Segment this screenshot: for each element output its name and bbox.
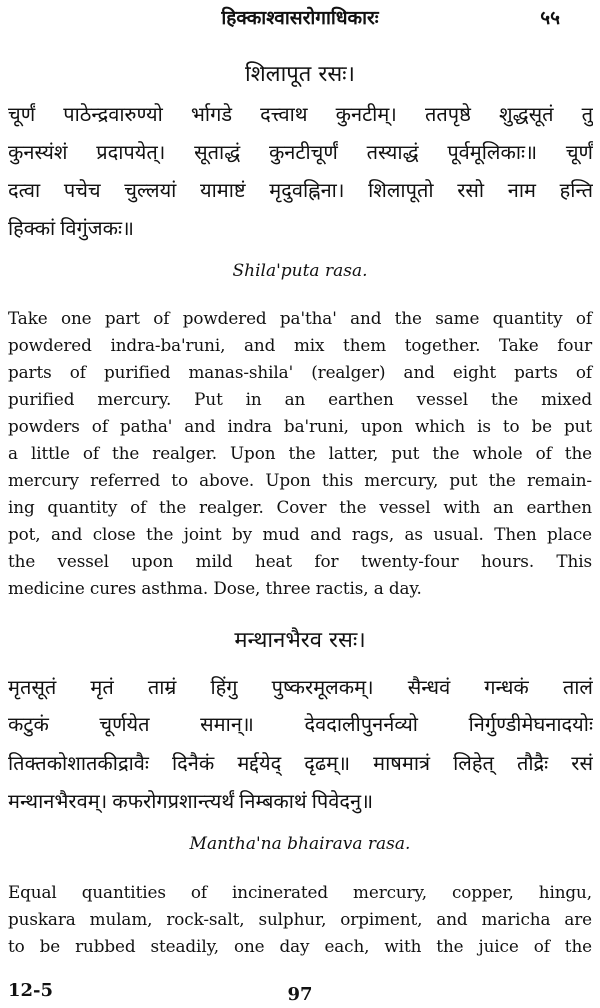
section-1-english-line: pot, and close the joint by mud and rags, as usual. Then place <box>8 524 592 544</box>
section-1-english-line: purified mercury. Put in an earthen vessel the mixed <box>8 389 592 409</box>
section-2-sanskrit-line: तिक्तकोशातकीद्रावैः दिनैकं मर्द्दयेद् दृढम्॥ माषमात्रं लिहेत् तौद्रैः रसं <box>8 753 593 775</box>
running-header <box>0 4 600 30</box>
page-footer <box>0 980 600 1006</box>
page-number: 97 <box>287 984 313 1005</box>
section-1-english-line: powders of patha' and indra ba'runi, upon which is to be put <box>8 416 592 436</box>
section-2-english-line: puskara mulam, rock-salt, sulphur, orpiment, and maricha are <box>8 909 592 929</box>
section-1-english-line: Take one part of powdered pa'tha' and the same quantity of <box>8 308 592 328</box>
section-2-english-line: Equal quantities of incinerated mercury, copper, hingu, <box>8 882 592 902</box>
section-1-english-line: ing quantity of the realger. Cover the vessel with an earthen <box>8 497 592 517</box>
section-1-english-title: Shila'puta rasa. <box>232 261 368 281</box>
section-2-english-line: to be rubbed steadily, one day each, with the juice of the <box>8 936 592 956</box>
section-1-sanskrit-line: कुनस्यंशं प्रदापयेत्। सूताद्धं कुनटीचूर्णं तस्याद्धं पूर्वमूलिकाः॥ चूर्णं <box>8 142 593 164</box>
section-1-english-line: medicine cures asthma. Dose, three ractis, a day. <box>8 578 422 598</box>
section-1-english-line: the vessel upon mild heat for twenty-four hours. This <box>8 551 592 571</box>
section-2-sanskrit-line: मन्थानभैरवम्। कफरोगप्रशान्त्यर्थं निम्बकाथं पिवेदनु॥ <box>8 791 374 813</box>
section-1-english-line: parts of purified manas-shila' (realger) and eight parts of <box>8 362 592 382</box>
section-1-sanskrit-line: चूर्णं पाठेन्द्रवारुण्यो र्भागडे दत्त्वाथ कुनटीम्। ततपृष्ठे शुद्धसूतं तु <box>8 104 593 126</box>
section-1-english-line: a little of the realger. Upon the latter, put the whole of the <box>8 443 592 463</box>
section-1-sanskrit-title: शिलापूत रसः। <box>245 62 355 87</box>
signature-mark: 12-5 <box>8 980 54 1001</box>
section-2-sanskrit-line: मृतसूतं मृतं ताम्रं हिंगु पुष्करमूलकम्। सैन्धवं गन्धकं तालं <box>8 677 593 699</box>
section-1-english-line: mercury referred to above. Upon this mercury, put the remain- <box>8 470 592 490</box>
section-1-sanskrit-line: दत्वा पचेच चुल्लयां यामाष्टं मृदुवह्निना। शिलापूतो रसो नाम हन्ति <box>8 180 593 202</box>
section-2-sanskrit-title: मन्थानभैरव रसः। <box>234 628 366 653</box>
section-2-english-title: Mantha'na bhairava rasa. <box>189 834 411 854</box>
section-1-sanskrit-line: हिक्कां विगुंजकः॥ <box>8 218 135 240</box>
section-1-english-line: powdered indra-ba'runi, and mix them together. Take four <box>8 335 592 355</box>
running-header-title: हिक्काश्वासरोगाधिकारः <box>221 7 379 29</box>
running-header-page-marker: ५५ <box>540 7 560 29</box>
section-2-sanskrit-line: कटुकं चूर्णयेत समान्॥ देवदालीपुनर्नव्यो निर्गुण्डीमेघनादयोः <box>8 714 593 736</box>
